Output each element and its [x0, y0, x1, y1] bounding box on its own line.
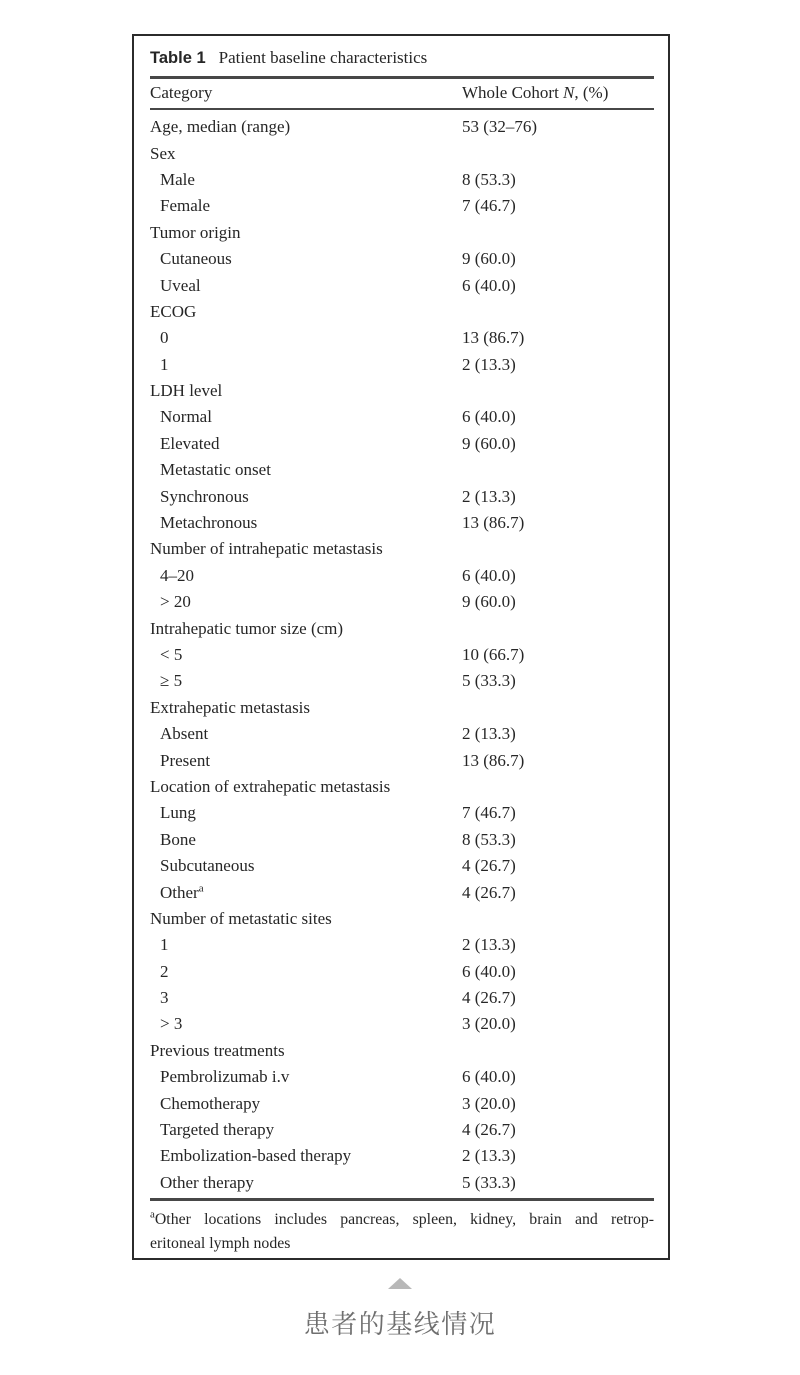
row-value: 2 (13.3): [462, 1146, 516, 1166]
table-row: [150, 325, 654, 351]
table-label: Table 1: [150, 49, 206, 67]
row-value: 2 (13.3): [462, 935, 516, 955]
up-triangle-icon: [388, 1278, 412, 1289]
row-label: Location of extrahepatic metastasis: [150, 776, 391, 796]
table-footnote: [150, 1208, 654, 1257]
footnote-reference: a: [198, 881, 204, 894]
table-row: [150, 827, 654, 853]
row-label: Synchronous: [160, 486, 249, 506]
row-label: < 5: [160, 645, 183, 664]
row-value: 4 (26.7): [462, 856, 516, 876]
row-value: 6 (40.0): [462, 565, 516, 585]
table-row: [150, 1117, 654, 1143]
row-label: Male: [160, 169, 195, 189]
row-label: Other$^a$: [160, 881, 204, 902]
footnote-line-1: [150, 1208, 654, 1233]
column-header-value-text: Whole Cohort: [462, 83, 564, 102]
table-title: Patient baseline characteristics: [218, 48, 428, 67]
row-label: Tumor origin: [150, 222, 241, 242]
row-value: 8 (53.3): [462, 169, 516, 189]
table-body: [150, 110, 654, 1196]
row-value: 2 (13.3): [462, 486, 516, 506]
column-header-value: [462, 83, 608, 103]
table-row: [150, 299, 654, 325]
row-value: 10 (66.7): [462, 645, 525, 664]
row-label: Present: [160, 750, 211, 770]
row-value: 3 (20.0): [462, 1014, 516, 1034]
row-label: Number of metastatic sites: [150, 908, 332, 928]
row-value: 4 (26.7): [462, 1120, 516, 1140]
table-row: [150, 1143, 654, 1169]
table-row: [150, 1011, 654, 1037]
row-label: Female: [160, 196, 211, 216]
table-row: [150, 1170, 654, 1196]
table-row: [150, 483, 654, 509]
table-row: [150, 246, 654, 272]
row-label: Intrahepatic tumor size (cm): [150, 618, 344, 638]
row-label: Metastatic onset: [160, 460, 271, 480]
row-label: LDH level: [150, 381, 223, 401]
row-value: 7 (46.7): [462, 196, 516, 216]
figure-caption: 患者的基线情况: [303, 1309, 497, 1339]
table-row: [150, 932, 654, 958]
row-value: 9 (60.0): [462, 433, 516, 453]
row-label: Normal: [160, 407, 212, 427]
table-row: [150, 536, 654, 562]
footnote-text-1: Other locations includes pancreas, spleen, kidney, brain and retrop-: [154, 1210, 654, 1228]
row-label: 4–20: [160, 565, 194, 585]
table-row: [150, 352, 654, 378]
row-label: Metachronous: [160, 513, 258, 533]
table-row: [150, 378, 654, 404]
row-label: 3: [160, 988, 169, 1008]
row-label: Lung: [160, 803, 196, 823]
row-label: Extrahepatic metastasis: [150, 697, 311, 717]
column-header-value-n: N: [563, 83, 575, 102]
column-header-category: Category: [150, 83, 213, 102]
row-label: Embolization-based therapy: [160, 1146, 352, 1166]
table-row: [150, 959, 654, 985]
row-value: 6 (40.0): [462, 961, 516, 981]
table-row: [150, 431, 654, 457]
table-row: [150, 272, 654, 298]
table-row: [150, 615, 654, 641]
row-label: > 3: [160, 1014, 183, 1034]
row-label: Chemotherapy: [160, 1093, 261, 1113]
table-row: [150, 906, 654, 932]
caption-block: [0, 1278, 800, 1341]
row-value: 5 (33.3): [462, 1172, 516, 1192]
table-row: [150, 695, 654, 721]
divider-bottom: [150, 1198, 654, 1201]
row-label: Other therapy: [160, 1172, 254, 1192]
row-value: 4 (26.7): [462, 988, 516, 1008]
table-row: [150, 985, 654, 1011]
row-value: 6 (40.0): [462, 407, 516, 427]
row-value: 9 (60.0): [462, 592, 516, 612]
row-label: ≥ 5: [160, 671, 183, 691]
row-label: Sex: [150, 143, 176, 163]
row-label: Cutaneous: [160, 249, 232, 269]
baseline-characteristics-table: [132, 34, 670, 1260]
row-label: Pembrolizumab i.v: [160, 1067, 290, 1087]
table-row: [150, 800, 654, 826]
table-row: [150, 457, 654, 483]
row-value: 2 (13.3): [462, 724, 516, 744]
table-row: [150, 879, 654, 905]
table-row: [150, 167, 654, 193]
row-label: Subcutaneous: [160, 856, 255, 876]
table-row: [150, 1090, 654, 1116]
row-label: > 20: [160, 592, 191, 612]
table-row: [150, 140, 654, 166]
row-label: 2: [160, 961, 169, 981]
row-label: 1: [160, 354, 169, 374]
row-label: 1: [160, 935, 169, 955]
row-label: ECOG: [150, 301, 197, 321]
table-row: [150, 774, 654, 800]
table-row: [150, 1064, 654, 1090]
row-value: 6 (40.0): [462, 275, 516, 295]
row-label: Targeted therapy: [160, 1120, 275, 1140]
table-row: [150, 563, 654, 589]
table-heading: [150, 36, 654, 69]
row-value: 2 (13.3): [462, 354, 516, 374]
row-value: 8 (53.3): [462, 829, 516, 849]
row-label: Absent: [160, 724, 209, 744]
row-value: 53 (32–76): [462, 117, 538, 137]
table-row: [150, 747, 654, 773]
row-value: 7 (46.7): [462, 803, 516, 823]
row-label: 0: [160, 328, 169, 348]
row-value: 6 (40.0): [462, 1067, 516, 1087]
row-label: Elevated: [160, 433, 220, 453]
table-row: [150, 193, 654, 219]
table-row: [150, 642, 654, 668]
row-label: Uveal: [160, 275, 201, 295]
row-value: 13 (86.7): [462, 750, 525, 770]
table-row: [150, 853, 654, 879]
row-value: 13 (86.7): [462, 513, 525, 533]
column-header-value-suffix: , (%): [574, 83, 609, 102]
table-row: [150, 220, 654, 246]
row-value: 5 (33.3): [462, 671, 516, 691]
row-value: 3 (20.0): [462, 1093, 516, 1113]
row-label: Number of intrahepatic metastasis: [150, 539, 383, 559]
table-row: [150, 668, 654, 694]
row-label: Previous treatments: [150, 1040, 285, 1060]
row-label: Age, median (range): [150, 117, 291, 137]
table-row: [150, 1038, 654, 1064]
table-row: [150, 589, 654, 615]
table-row: [150, 404, 654, 430]
table-row: [150, 114, 654, 140]
footnote-line-2: eritoneal lymph nodes: [150, 1235, 291, 1253]
table-row: [150, 721, 654, 747]
footnote-marker: a: [150, 1208, 155, 1221]
row-label: Bone: [160, 829, 196, 849]
table-row: [150, 510, 654, 536]
row-value: 13 (86.7): [462, 328, 525, 348]
row-value: 9 (60.0): [462, 249, 516, 269]
table-header: [150, 79, 654, 108]
row-value: 4 (26.7): [462, 882, 516, 902]
